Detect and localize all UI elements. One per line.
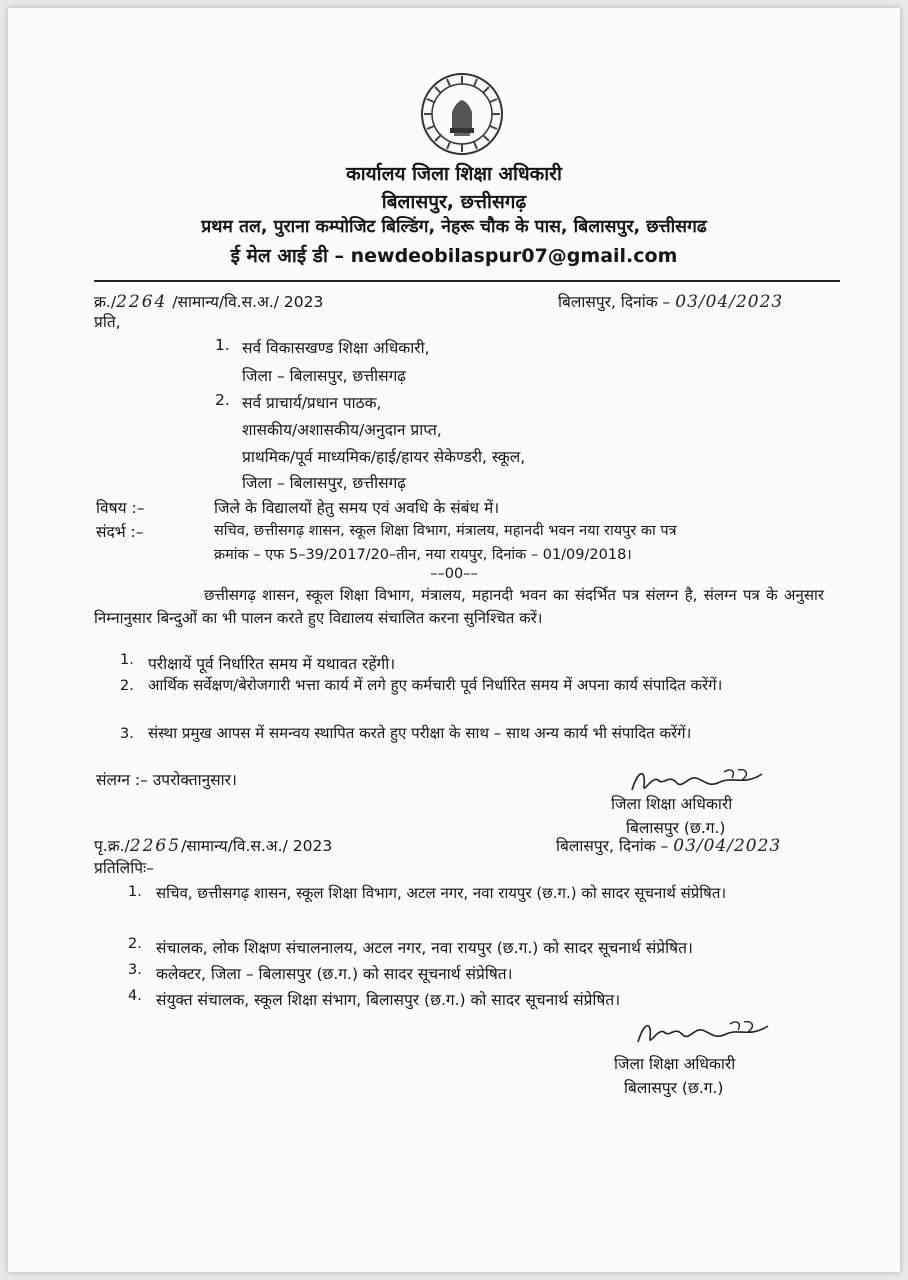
copy-label: प्रतिलिपिः– <box>94 859 154 877</box>
separator: ––00–– <box>430 566 478 582</box>
copy-ref-prefix: पृ.क्र./ <box>94 837 130 855</box>
office-title: कार्यालय जिला शिक्षा अधिकारी <box>346 163 562 185</box>
copy-item-num: 4. <box>128 988 142 1004</box>
copy-item-num: 2. <box>128 936 142 952</box>
recipient-line: प्राथमिक/पूर्व माध्यमिक/हाई/हायर सेकेण्डरी, स्कूल, <box>242 448 526 466</box>
reference-line: सचिव, छत्तीसगढ़ शासन, स्कूल शिक्षा विभाग, मंत्रालय, महानदी भवन नया रायपुर का पत्र <box>214 523 677 539</box>
office-address: प्रथम तल, पुराना कम्पोजिट बिल्डिंग, नेहरू चौक के पास, बिलासपुर, छत्तीसगढ <box>201 217 707 237</box>
recipient-line: सर्व प्राचार्य/प्रधान पाठक, <box>242 394 382 412</box>
header-divider <box>94 280 840 282</box>
copy-item-text: सचिव, छत्तीसगढ़ शासन, स्कूल शिक्षा विभाग, अटल नगर, नवा रायपुर (छ.ग.) को सादर सूचनार्थ संप्रेषित। <box>156 884 727 902</box>
point-num: 1. <box>120 652 134 668</box>
point-num: 3. <box>120 726 134 742</box>
point-num: 2. <box>120 678 134 694</box>
signatory-title: जिला शिक्षा अधिकारी <box>614 1055 736 1073</box>
copy-date-label: बिलासपुर, दिनांक – <box>556 837 669 855</box>
recipient-line: जिला – बिलासपुर, छत्तीसगढ़ <box>242 367 407 385</box>
point-text: आर्थिक सर्वेक्षण/बेरोजगारी भत्ता कार्य में लगे हुए कर्मचारी पूर्व निर्धारित समय में अपना कार्य संपादित करेंगें। <box>148 676 723 694</box>
to-label: प्रति, <box>94 313 121 331</box>
ref-prefix: क्र./ <box>94 293 117 311</box>
email-label: ई मेल आई डी – <box>230 245 344 267</box>
recipient-line: सर्व विकासखण्ड शिक्षा अधिकारी, <box>242 339 430 357</box>
recipient-num: 1. <box>215 336 230 354</box>
point-text: परीक्षायें पूर्व निर्धारित समय में यथावत रहेंगी। <box>148 655 396 673</box>
ashoka-emblem-icon <box>420 72 504 156</box>
copy-ref-suffix: /सामान्य/वि.स.अ./ 2023 <box>181 837 333 855</box>
signatory-title: जिला शिक्षा अधिकारी <box>611 795 733 813</box>
subject-label: विषय :– <box>96 499 145 517</box>
copy-reference <box>94 834 332 856</box>
copy-item-num: 1. <box>128 884 142 900</box>
signatory-place: बिलासपुर (छ.ग.) <box>624 1079 724 1097</box>
recipient-line: जिला – बिलासपुर, छत्तीसगढ़ <box>242 474 407 492</box>
body-paragraph: छत्तीसगढ़ शासन, स्कूल शिक्षा विभाग, मंत्रालय, महानदी भवन का संदर्भित पत्र संलग्न है, संलग्न पत्र के अनुसार निम्नानुसार बिन्दुओं का भी पालन करते हुए विद्यालय संचालित करना सुनिश्चित करें। <box>94 586 824 627</box>
reference-label: संदर्भ :– <box>96 523 144 541</box>
recipient-line: शासकीय/अशासकीय/अनुदान प्राप्त, <box>242 421 442 439</box>
subject-text: जिले के विद्यालयों हेतु समय एवं अवधि के संबंध में। <box>214 499 500 517</box>
document-page <box>8 8 900 1272</box>
copy-item-text: संयुक्त संचालक, स्कूल शिक्षा संभाग, बिलासपुर (छ.ग.) को सादर सूचनार्थ संप्रेषित। <box>156 991 621 1009</box>
copy-ref-number: 2265 <box>129 836 182 856</box>
email-address: newdeobilaspur07@gmail.com <box>350 245 678 267</box>
copy-item-num: 3. <box>128 962 142 978</box>
email-line <box>8 242 900 268</box>
signatory-place: बिलासपुर (छ.ग.) <box>626 819 726 837</box>
signature-icon <box>630 1016 790 1052</box>
reference-line: क्रमांक – एफ 5–39/2017/20–तीन, नया रायपुर, दिनांक – 01/09/2018। <box>214 547 632 563</box>
copy-date-value: 03/04/2023 <box>673 836 782 856</box>
letter-reference <box>94 290 323 312</box>
copy-item-text: कलेक्टर, जिला – बिलासपुर (छ.ग.) को सादर सूचनार्थ संप्रेषित। <box>156 965 513 983</box>
enclosure: संलग्न :– उपरोक्तानुसार। <box>96 771 237 789</box>
date-label: बिलासपुर, दिनांक – <box>558 293 671 311</box>
ref-suffix: /सामान्य/वि.स.अ./ 2023 <box>172 293 324 311</box>
ref-number: 2264 <box>116 292 168 312</box>
recipient-num: 2. <box>215 391 230 409</box>
copy-item-text: संचालक, लोक शिक्षण संचालनालय, अटल नगर, नवा रायपुर (छ.ग.) को सादर सूचनार्थ संप्रेषित। <box>156 939 693 957</box>
point-text: संस्था प्रमुख आपस में समन्वय स्थापित करते हुए परीक्षा के साथ – साथ अन्य कार्य भी संपादित करेंगें। <box>148 724 692 742</box>
signature-text <box>648 1008 654 1009</box>
copy-date <box>556 834 781 856</box>
signature-text <box>648 750 654 751</box>
letter-date <box>558 290 783 312</box>
office-city: बिलासपुर, छत्तीसगढ़ <box>381 191 527 213</box>
date-value: 03/04/2023 <box>675 292 784 312</box>
